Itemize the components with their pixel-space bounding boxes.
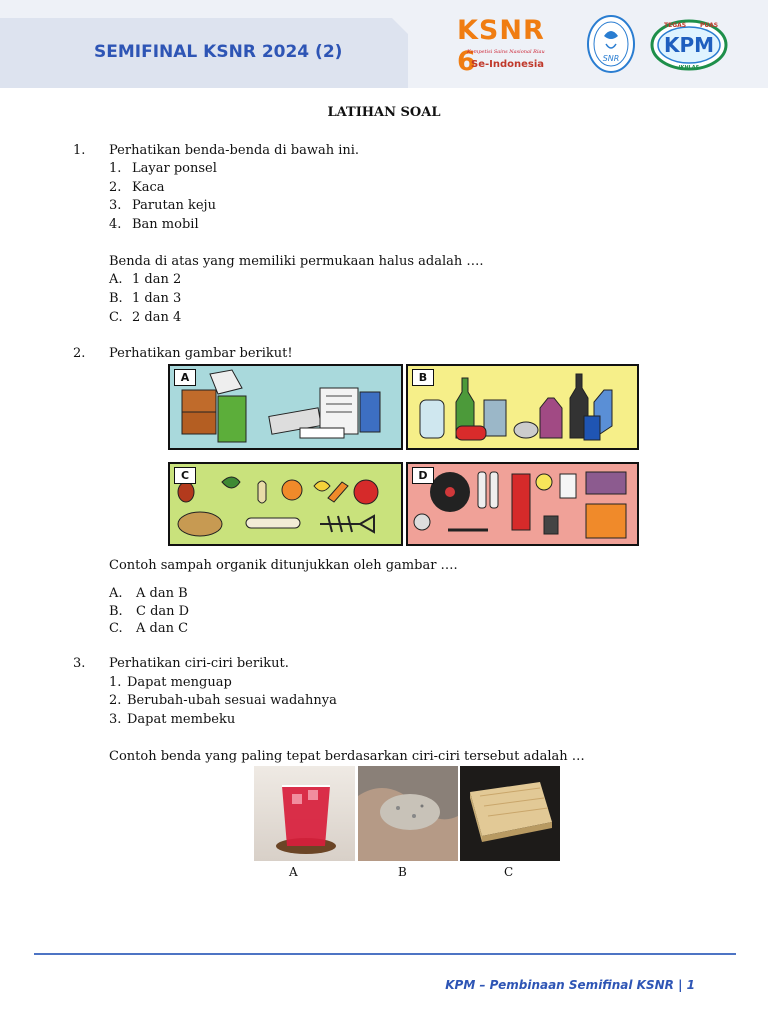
photo-wood-block	[460, 766, 560, 861]
waste-illustration-c	[170, 464, 401, 544]
answer-option: C dan D	[136, 604, 190, 619]
option-letter: B.	[109, 291, 123, 306]
kpm-logo-top-left: TEGAS	[664, 22, 687, 29]
list-item-number: 1.	[109, 161, 122, 176]
answer-option: A dan C	[136, 621, 189, 636]
option-letter: A.	[109, 272, 123, 287]
waste-illustration-d	[408, 464, 637, 544]
list-item-number: 3.	[109, 198, 122, 213]
kpm-logo	[650, 15, 728, 75]
answer-option: A dan B	[136, 586, 188, 601]
photo-label: B	[398, 865, 407, 879]
option-letter: C.	[109, 621, 123, 636]
ksnr-logo-sub: Se-Indonesia	[471, 59, 545, 70]
snr-logo-text: SNR	[602, 54, 620, 63]
footer-divider	[34, 953, 736, 955]
photo-label: A	[289, 865, 298, 879]
list-item-number: 3.	[109, 712, 122, 727]
answer-option: 1 dan 3	[132, 291, 182, 306]
waste-illustration-a	[170, 366, 401, 448]
question-text: Benda di atas yang memiliki permukaan halus adalah ….	[109, 254, 484, 269]
photo-sand-hand	[358, 766, 458, 861]
list-item: Dapat membeku	[127, 712, 236, 727]
question-number: 3.	[73, 656, 86, 671]
list-item-number: 2.	[109, 693, 122, 708]
snr-logo	[586, 14, 636, 74]
option-letter: B.	[109, 604, 123, 619]
waste-image-b	[406, 364, 639, 450]
waste-image-a	[168, 364, 403, 450]
answer-option: 1 dan 2	[132, 272, 182, 287]
list-item-number: 4.	[109, 217, 122, 232]
waste-image-d	[406, 462, 639, 546]
list-item: Berubah-ubah sesuai wadahnya	[127, 693, 337, 708]
list-item: Parutan keju	[132, 198, 216, 213]
question-text: Contoh sampah organik ditunjukkan oleh gambar ….	[109, 558, 458, 573]
question-prompt: Perhatikan gambar berikut!	[109, 346, 293, 361]
header-title: SEMIFINAL KSNR 2024 (2)	[94, 42, 343, 62]
ksnr-logo-slogan: Kompetisi Sains Nasional Riau	[467, 49, 545, 55]
list-item: Layar ponsel	[132, 161, 217, 176]
panel-tag: B	[412, 369, 434, 386]
waste-image-c	[168, 462, 403, 546]
question-number: 1.	[73, 143, 86, 158]
panel-tag: A	[174, 369, 196, 386]
answer-option: 2 dan 4	[132, 310, 182, 325]
kpm-logo-text: KPM	[663, 33, 715, 57]
photo-juice-glass	[254, 766, 355, 861]
question-text: Contoh benda yang paling tepat berdasarkan ciri-ciri tersebut adalah …	[109, 749, 585, 764]
list-item-number: 2.	[109, 180, 122, 195]
question-prompt: Perhatikan benda-benda di bawah ini.	[109, 143, 360, 158]
question-number: 2.	[73, 346, 86, 361]
kpm-logo-top-right: PUAS	[700, 22, 719, 29]
waste-illustration-b	[408, 366, 637, 448]
footer-text: KPM – Pembinaan Semifinal KSNR | 1	[445, 978, 695, 992]
photo-label: C	[504, 865, 514, 879]
panel-tag: C	[174, 467, 196, 484]
question-prompt: Perhatikan ciri-ciri berikut.	[109, 656, 289, 671]
list-item: Dapat menguap	[127, 675, 232, 690]
option-letter: A.	[109, 586, 123, 601]
list-item: Kaca	[132, 180, 165, 195]
ksnr-logo	[455, 15, 565, 75]
list-item-number: 1.	[109, 675, 122, 690]
kpm-logo-bottom: IKHLAS	[678, 65, 700, 71]
option-letter: C.	[109, 310, 123, 325]
list-item: Ban mobil	[132, 217, 199, 232]
document-title: LATIHAN SOAL	[327, 105, 441, 120]
ksnr-logo-text: KSNR 6	[457, 15, 545, 77]
panel-tag: D	[412, 467, 434, 484]
